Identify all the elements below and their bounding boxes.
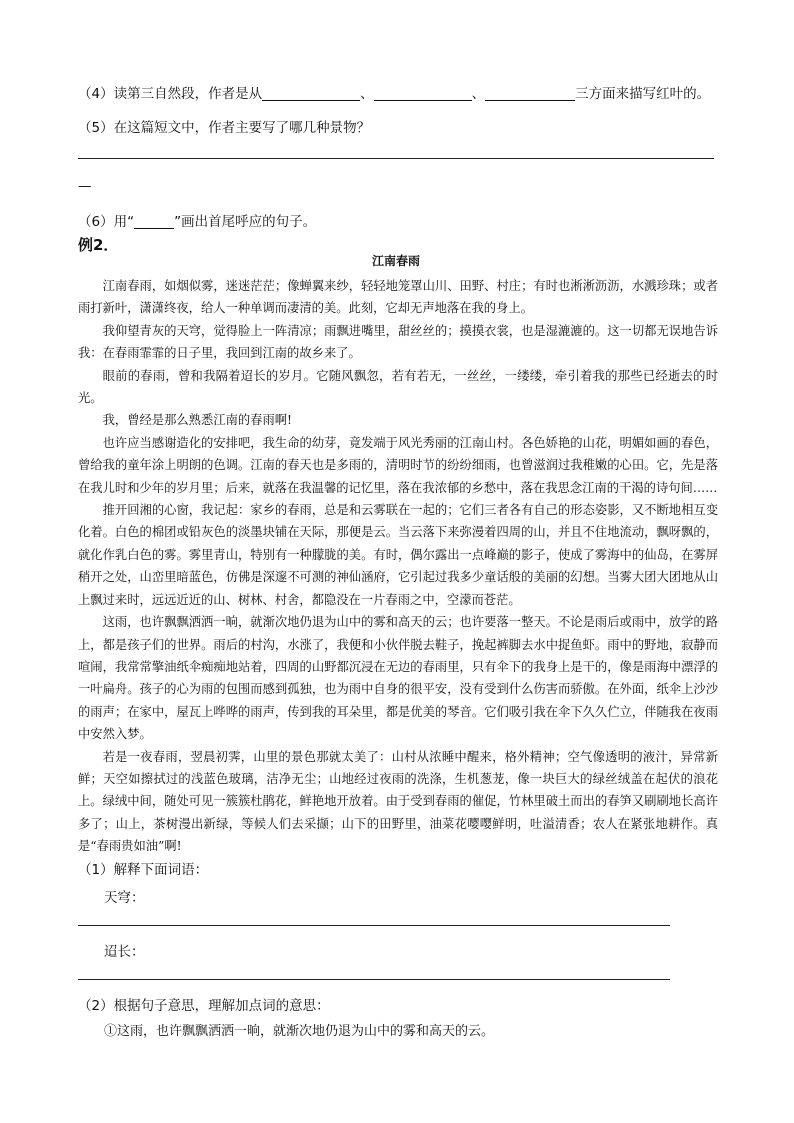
question-4-suffix: 三方面来描写红叶的。 [575,86,711,102]
essay-paragraph-2: 我仰望青灰的天穹，觉得脸上一阵清凉；雨飘进嘴里，甜丝丝的；摸摸衣裳，也是湿漉漉的。这一切都无误地告诉我：在春雨霏霏的日子里，我回到江南的故乡来了。 [78,323,718,361]
essay-title: 江南春雨 [372,254,421,268]
essay-paragraph-1: 江南春雨，如烟似雾，迷迷茫茫；像蝉翼来纱，轻轻地笼罩山川、田野、村庄；有时也淅淅沥沥，水溅珍珠；或者雨打新叶，潇潇终夜，给人一种单调而凄清的美。此刻，它却无声地落在我的身上。 [78,279,718,316]
wavy-line-sample [134,218,174,229]
question-4 [78,82,710,102]
answer-blank-1[interactable] [262,86,360,101]
essay-body [78,275,718,858]
question-6 [78,210,316,230]
essay-paragraph-5: 也许应当感谢造化的安排吧，我生命的幼芽，竟发端于风光秀丽的江南山村。各色娇艳的山花，明媚如画的春色，曾给我的童年涂上明朗的色调。江南的春天也是多雨的，清明时节的纷纷细雨，也曾滋润过我稚嫩的心田。它，先是落在我儿时和少年的岁月里；后来，就落在我温馨的记忆里，落在我浓郁的乡愁中，落在我思念江南的干渴的诗句间…… [78,435,718,495]
answer-blank-2[interactable] [374,86,472,101]
example-2-label: 例2． [78,236,119,254]
essay-paragraph-6: 推开回湘的心窗，我记起：家乡的春雨，总是和云雾联在一起的；它们三者各有自己的形态姿影，又不断地相互变化着。白色的棉团或铅灰色的淡墨块铺在天际，那便是云。当云落下来弥漫着四周的山，并且不住地流动，飘呀飘的，就化作乳白色的雾。雾里青山，特别有一种朦胧的美。有时，偶尔露出一点峰巅的影子，使成了雾海中的仙岛，在雾屏稍开之处，山峦里暗蓝色，仿佛是深邃不可测的神仙涵府，它引起过我多少童话般的美丽的幻想。当雾大团大团地从山上飘过来时，远远近近的山、树林、村舍，都隐没在一片春雨之中，空濛而苍茫。 [78,503,718,607]
question-5: （5）在这篇短文中，作者主要写了哪几种景物？ [78,120,371,136]
essay-paragraph-3: 眼前的春雨，曾和我隔着迢长的岁月。它随风飘忽，若有若无，一丝丝，一缕缕，牵引着我的那些已经逝去的时光。 [78,368,718,406]
answer-blank-3[interactable] [485,86,575,101]
answer-line-q5[interactable] [78,158,714,159]
essay-paragraph-7: 这雨，也许飘飘洒洒一晌，就渐次地仍退为山中的雾和高天的云；也许要落一整天。不论是雨后或雨中，放学的路上，都是孩子们的世界。雨后的村沟，水涨了，我便和小伙伴脱去鞋子，挽起裤脚去水中捉鱼虾。雨中的野地，寂静而喧闹，我常常擎油纸伞痴痴地站着，四周的山野都沉浸在无边的春雨里，只有伞下的我身上是干的，像是雨海中漂浮的一叶扁舟。孩子的心为雨的包围而感到孤独，也为雨中自身的很平安，没有受到什么伤害而骄傲。在外面，纸伞上沙沙的雨声；在家中，屋瓦上哗哗的雨声，传到我的耳朵里，都是优美的琴音。它们吸引我在伞下久久伫立，伴随我在夜雨中安然入梦。 [78,615,718,742]
subquestion-2-heading: （2）根据句子意思，理解加点词的意思： [78,998,330,1014]
subquestion-1-heading: （1）解释下面词语： [78,862,209,878]
question-4-separator-1: 、 [360,86,374,102]
term-tiaochang-label: 迢长： [104,944,145,960]
answer-line-overflow-dash: — [78,178,92,194]
answer-line-tiaochang[interactable] [78,979,670,980]
subquestion-2-item-1: ①这雨，也许飘飘洒洒一晌，就渐次地仍退为山中的雾和高天的云。 [104,1024,495,1039]
question-4-prefix: （4）读第三自然段，作者是从 [78,86,263,102]
question-6-prefix: （6）用“ [78,214,135,230]
question-6-suffix: ”画出首尾呼应的句子。 [174,214,317,230]
answer-line-tianqiong[interactable] [78,925,670,926]
term-tianqiong-label: 天穹： [104,890,145,906]
essay-paragraph-4: 我，曾经是那么熟悉江南的春雨啊! [102,413,292,428]
question-4-separator-2: 、 [471,86,486,102]
essay-paragraph-8: 若是一夜春雨，翌晨初霁，山里的景色那就太美了：山村从浓睡中醒来，格外精神；空气像透明的液汁，异常新鲜；天空如擦拭过的浅蓝色玻璃，洁净无尘；山地经过夜雨的洗涤，生机葱茏，像一块巨大的绿丝绒盖在起伏的浪花上。绿绒中间，随处可见一簇簇杜鹃花，鲜艳地开放着。由于受到春雨的催促，竹林里破土而出的春笋又刷刷地长高许多了；山上，茶树漫出新绿，等候人们去采撷；山下的田野里，油菜花嘤嘤鲜明，吐溢清香；农人在紧张地耕作。真是“春雨贵如油”啊! [78,749,718,854]
